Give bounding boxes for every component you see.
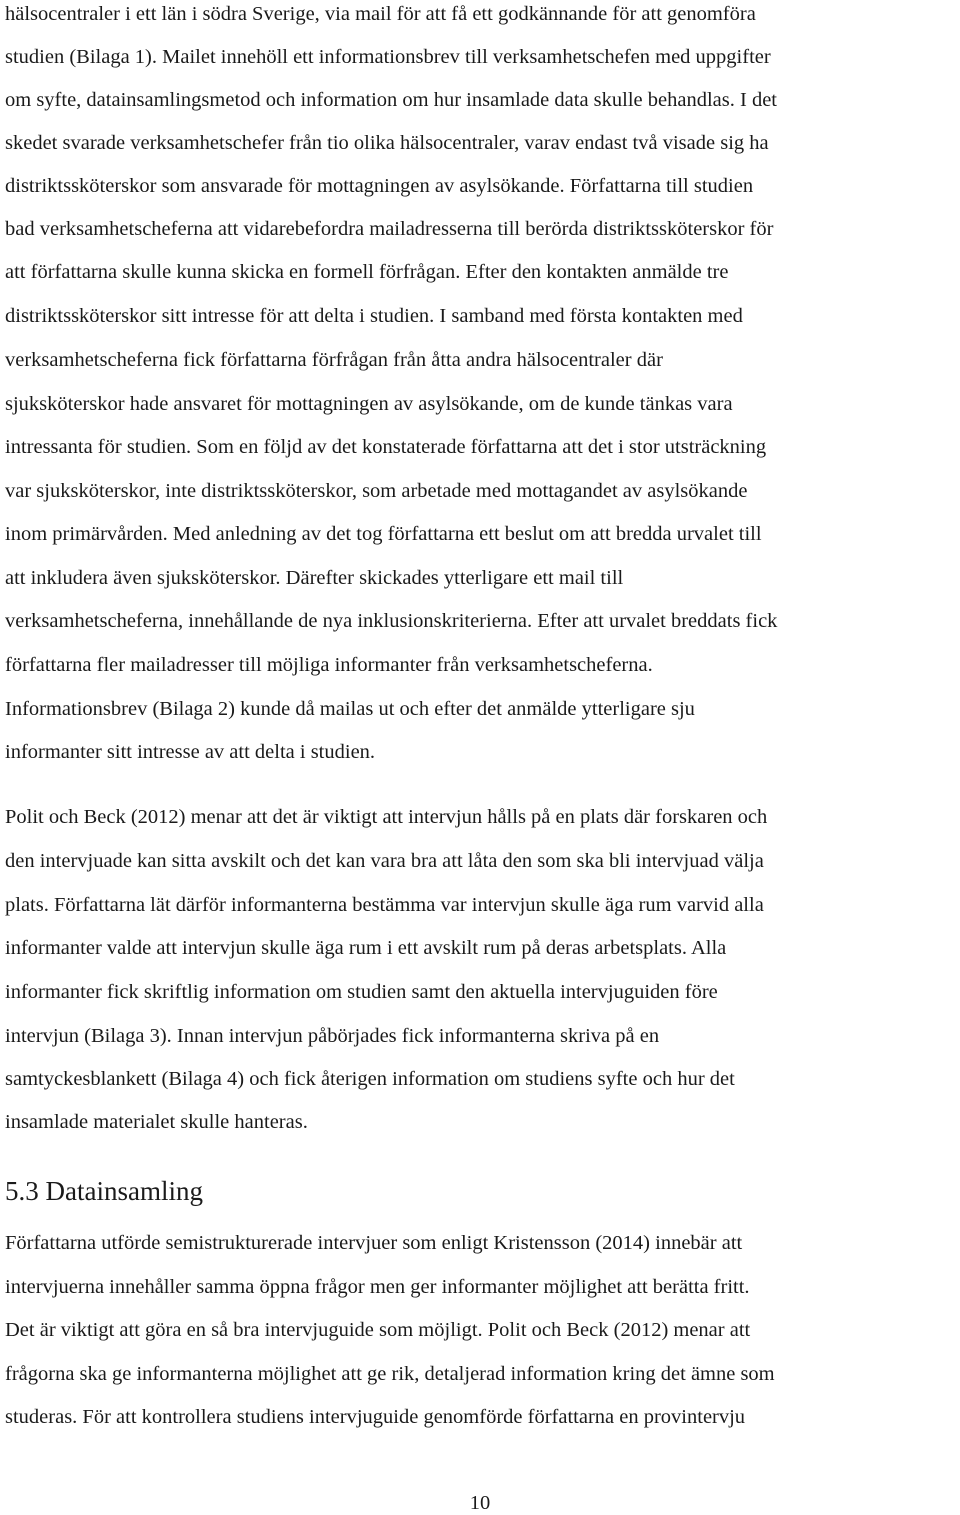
text-line: intressanta för studien. Som en följd av det konstaterade författarna att det i stor utsträckning	[5, 436, 767, 458]
text-line: om syfte, datainsamlingsmetod och information om hur insamlade data skulle behandlas. I det	[5, 89, 777, 111]
text-line: frågorna ska ge informanterna möjlighet att ge rik, detaljerad information kring det ämne som	[5, 1363, 775, 1385]
text-line: verksamhetscheferna fick författarna förfrågan från åtta andra hälsocentraler där	[5, 349, 663, 371]
text-line: bad verksamhetscheferna att vidarebefordra mailadresserna till berörda distriktssköterskor för	[5, 218, 774, 240]
text-line: att inkludera även sjuksköterskor. Därefter skickades ytterligare ett mail till	[5, 567, 624, 589]
text-line: distriktssköterskor sitt intresse för att delta i studien. I samband med första kontakten med	[5, 305, 743, 327]
text-line: Polit och Beck (2012) menar att det är viktigt att intervjun hålls på en plats där forskaren och	[5, 806, 768, 828]
text-line: informanter sitt intresse av att delta i studien.	[5, 741, 376, 763]
page-number: 10	[469, 1492, 491, 1514]
text-line: Informationsbrev (Bilaga 2) kunde då mailas ut och efter det anmälde ytterligare sju	[5, 698, 695, 720]
text-line: den intervjuade kan sitta avskilt och det kan vara bra att låta den som ska bli intervjuad välja	[5, 850, 764, 872]
text-line: informanter fick skriftlig information om studien samt den aktuella intervjuguiden före	[5, 981, 718, 1003]
text-line: intervjuerna innehåller samma öppna frågor men ger informanter möjlighet att berätta fritt.	[5, 1276, 750, 1298]
text-line: verksamhetscheferna, innehållande de nya inklusionskriterierna. Efter att urvalet breddats fick	[5, 610, 778, 632]
section-heading: 5.3 Datainsamling	[5, 1176, 203, 1206]
text-line: distriktssköterskor som ansvarade för mottagningen av asylsökande. Författarna till studien	[5, 175, 754, 197]
text-line: samtyckesblankett (Bilaga 4) och fick återigen information om studiens syfte och hur det	[5, 1068, 735, 1090]
text-line: studeras. För att kontrollera studiens intervjuguide genomförde författarna en provintervju	[5, 1406, 746, 1428]
text-line: insamlade materialet skulle hanteras.	[5, 1111, 308, 1133]
text-line: att författarna skulle kunna skicka en formell förfrågan. Efter den kontakten anmälde tre	[5, 261, 729, 283]
text-line: skedet svarade verksamhetschefer från tio olika hälsocentraler, varav endast två visade sig ha	[5, 132, 769, 154]
text-line: var sjuksköterskor, inte distriktssköterskor, som arbetade med mottagandet av asylsökande	[5, 480, 748, 502]
text-line: informanter valde att intervjun skulle äga rum i ett avskilt rum på deras arbetsplats. Alla	[5, 937, 727, 959]
text-line: sjuksköterskor hade ansvaret för mottagningen av asylsökande, om de kunde tänkas vara	[5, 393, 733, 415]
text-line: författarna fler mailadresser till möjliga informanter från verksamhetscheferna.	[5, 654, 653, 676]
text-line: intervjun (Bilaga 3). Innan intervjun påbörjades fick informanterna skriva på en	[5, 1025, 660, 1047]
text-line: Det är viktigt att göra en så bra intervjuguide som möjligt. Polit och Beck (2012) menar att	[5, 1319, 751, 1341]
text-line: plats. Författarna lät därför informanterna bestämma var intervjun skulle äga rum varvid alla	[5, 894, 764, 916]
text-line: Författarna utförde semistrukturerade intervjuer som enligt Kristensson (2014) innebär att	[5, 1232, 743, 1254]
text-line: hälsocentraler i ett län i södra Sverige, via mail för att få ett godkännande för att genomföra	[5, 3, 756, 25]
text-line: studien (Bilaga 1). Mailet innehöll ett informationsbrev till verksamhetschefen med uppgifter	[5, 46, 771, 68]
text-line: inom primärvården. Med anledning av det tog författarna ett beslut om att bredda urvalet till	[5, 523, 762, 545]
